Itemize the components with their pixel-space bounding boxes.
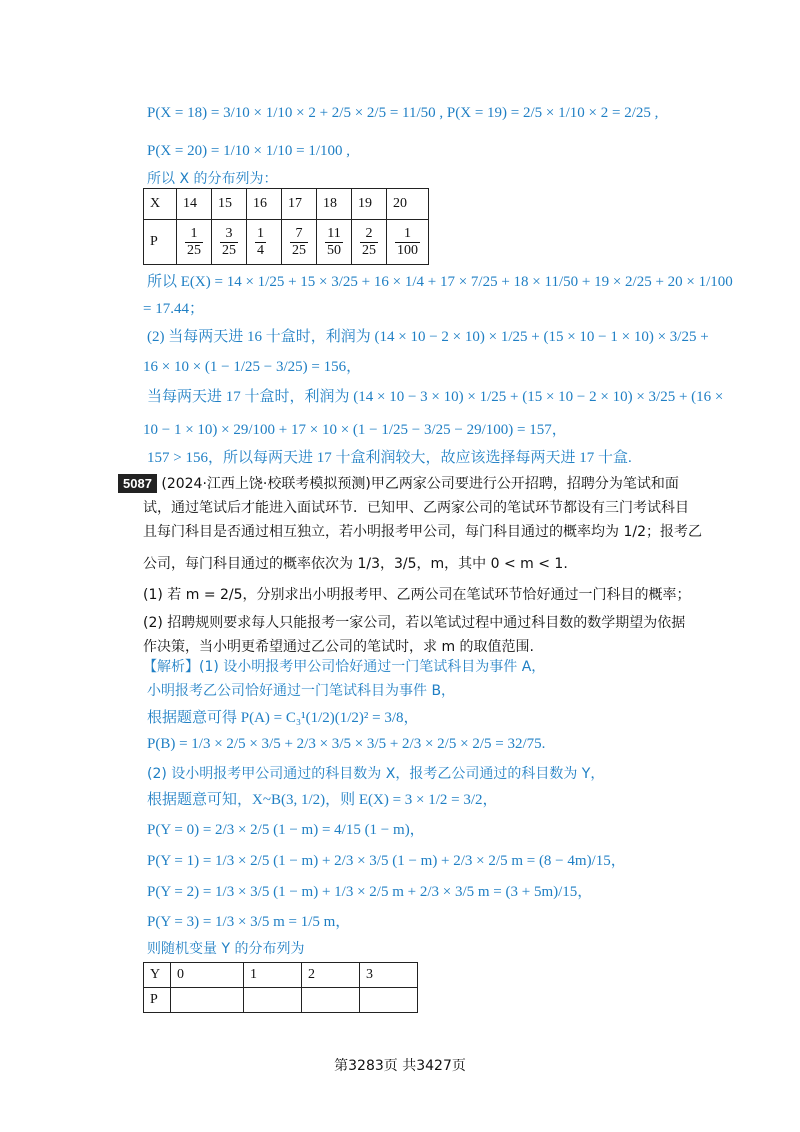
answer-line-7: 16 × 10 × (1 − 1/25 − 3/25) = 156， xyxy=(143,359,362,375)
table-cell xyxy=(247,220,282,265)
table-cell xyxy=(282,220,317,265)
solution-line-6: 根据题意可知，X~B(3, 1/2)，则 E(X) = 3 × 1/2 = 3/2， xyxy=(147,792,498,808)
answer-line-6: (2) 当每两天进 16 十盒时，利润为 (14 × 10 − 2 × 10) × 1/25 + (15 × 10 − 1 × 10) × 3/25 + xyxy=(147,329,709,345)
table-cell: 19 xyxy=(352,189,387,220)
table-cell xyxy=(387,220,429,265)
table-cell: 18 xyxy=(317,189,352,220)
table-cell: 0 xyxy=(171,963,244,988)
solution-line-3: 根据题意可得 P(A) = C₃¹(1/2)(1/2)² = 3/8， xyxy=(147,710,419,726)
fraction: $\frac{7}{25}$ xyxy=(292,225,306,258)
question-line-1 xyxy=(118,473,679,493)
table-cell xyxy=(317,220,352,265)
table-cell: 14 xyxy=(177,189,212,220)
table-cell xyxy=(352,220,387,265)
table-cell: 2 xyxy=(302,963,360,988)
distribution-table-y xyxy=(143,962,418,1013)
fraction: $\frac{11}{50}$ xyxy=(327,225,341,258)
question-line-4: 公司，每门科目通过的概率依次为 1/3，3/5，m，其中 0 < m < 1. xyxy=(143,556,568,572)
answer-line-9: 10 − 1 × 10) × 29/100 + 17 × 10 × (1 − 1/25 − 3/25 − 29/100) = 157， xyxy=(143,422,567,438)
table-cell: 16 xyxy=(247,189,282,220)
fraction: $\frac{3}{25}$ xyxy=(222,225,236,258)
answer-line-5: = 17.44； xyxy=(143,301,204,317)
answer-line-4: 所以 E(X) = 14 × 1/25 + 15 × 3/25 + 16 × 1/4 + 17 × 7/25 + 18 × 11/50 + 19 × 2/25 + 20 × 1/100 xyxy=(147,274,733,290)
solution-line-5: (2) 设小明报考甲公司通过的科目数为 X，报考乙公司通过的科目数为 Y， xyxy=(147,766,605,782)
table-cell: 17 xyxy=(282,189,317,220)
answer-line-10: 157 > 156，所以每两天进 17 十盒利润较大，故应该选择每两天进 17 十盒. xyxy=(147,450,632,466)
solution-line-11: 则随机变量 Y 的分布列为 xyxy=(147,941,305,957)
table-cell xyxy=(212,220,247,265)
solution-line-8: P(Y = 1) = 1/3 × 2/5 (1 − m) + 2/3 × 3/5 (1 − m) + 2/3 × 2/5 m = (8 − 4m)/15， xyxy=(147,853,626,869)
distribution-table-x xyxy=(143,188,429,265)
table-cell xyxy=(244,988,302,1013)
fraction: $\frac{1}{100}$ xyxy=(397,225,418,258)
fraction: $\frac{1}{25}$ xyxy=(187,225,201,258)
table-cell: 3 xyxy=(360,963,418,988)
table-row xyxy=(144,988,418,1013)
solution-line-10: P(Y = 3) = 1/3 × 3/5 m = 1/5 m， xyxy=(147,914,351,930)
table-cell: P xyxy=(144,220,177,265)
solution-line-7: P(Y = 0) = 2/3 × 2/5 (1 − m) = 4/15 (1 − m)， xyxy=(147,822,425,838)
table-cell xyxy=(171,988,244,1013)
solution-line-2: 小明报考乙公司恰好通过一门笔试科目为事件 B， xyxy=(147,683,456,699)
fraction: $\frac{1}{4}$ xyxy=(257,225,264,258)
solution-line-4: P(B) = 1/3 × 2/5 × 3/5 + 2/3 × 3/5 × 3/5 + 2/3 × 2/5 × 2/5 = 32/75. xyxy=(147,736,546,752)
table-cell: P xyxy=(144,988,171,1013)
question-line-7: 作决策，当小明更希望通过乙公司的笔试时，求 m 的取值范围. xyxy=(143,639,534,655)
table-cell: X xyxy=(144,189,177,220)
solution-line-9: P(Y = 2) = 1/3 × 3/5 (1 − m) + 1/3 × 2/5 m + 2/3 × 3/5 m = (3 + 5m)/15， xyxy=(147,884,593,900)
table-cell: 20 xyxy=(387,189,429,220)
table-cell: 1 xyxy=(244,963,302,988)
question-line-6: (2) 招聘规则要求每人只能报考一家公司，若以笔试过程中通过科目数的数学期望为依据 xyxy=(143,615,686,631)
answer-line-1: P(X = 18) = 3/10 × 1/10 × 2 + 2/5 × 2/5 = 11/50 , P(X = 19) = 2/5 × 1/10 × 2 = 2/25 , xyxy=(147,105,659,121)
table-cell xyxy=(177,220,212,265)
question-source-text: (2024·江西上饶·校联考模拟预测)甲乙两家公司要进行公开招聘，招聘分为笔试和面 xyxy=(161,476,679,492)
table-row xyxy=(144,220,429,265)
question-number-badge: 5087 xyxy=(118,474,157,493)
question-line-3: 且每门科目是否通过相互独立，若小明报考甲公司，每门科目通过的概率均为 1/2；报考乙 xyxy=(143,524,702,540)
table-cell: Y xyxy=(144,963,171,988)
question-line-5: (1) 若 m = 2/5，分别求出小明报考甲、乙两公司在笔试环节恰好通过一门科目的概率； xyxy=(143,587,691,603)
question-line-2: 试，通过笔试后才能进入面试环节．已知甲、乙两家公司的笔试环节都设有三门考试科目 xyxy=(143,500,689,516)
table-cell: 15 xyxy=(212,189,247,220)
table-cell xyxy=(302,988,360,1013)
page-footer: 第3283页 共3427页 xyxy=(334,1058,466,1074)
fraction: $\frac{2}{25}$ xyxy=(362,225,376,258)
answer-line-8: 当每两天进 17 十盒时，利润为 (14 × 10 − 3 × 10) × 1/25 + (15 × 10 − 2 × 10) × 3/25 + (16 × xyxy=(147,389,724,405)
solution-line-1: 【解析】(1) 设小明报考甲公司恰好通过一门笔试科目为事件 A， xyxy=(143,659,546,675)
table-row xyxy=(144,189,429,220)
table-cell xyxy=(360,988,418,1013)
table-row xyxy=(144,963,418,988)
answer-line-3: 所以 X 的分布列为： xyxy=(147,171,278,187)
answer-line-2: P(X = 20) = 1/10 × 1/10 = 1/100 , xyxy=(147,143,351,159)
